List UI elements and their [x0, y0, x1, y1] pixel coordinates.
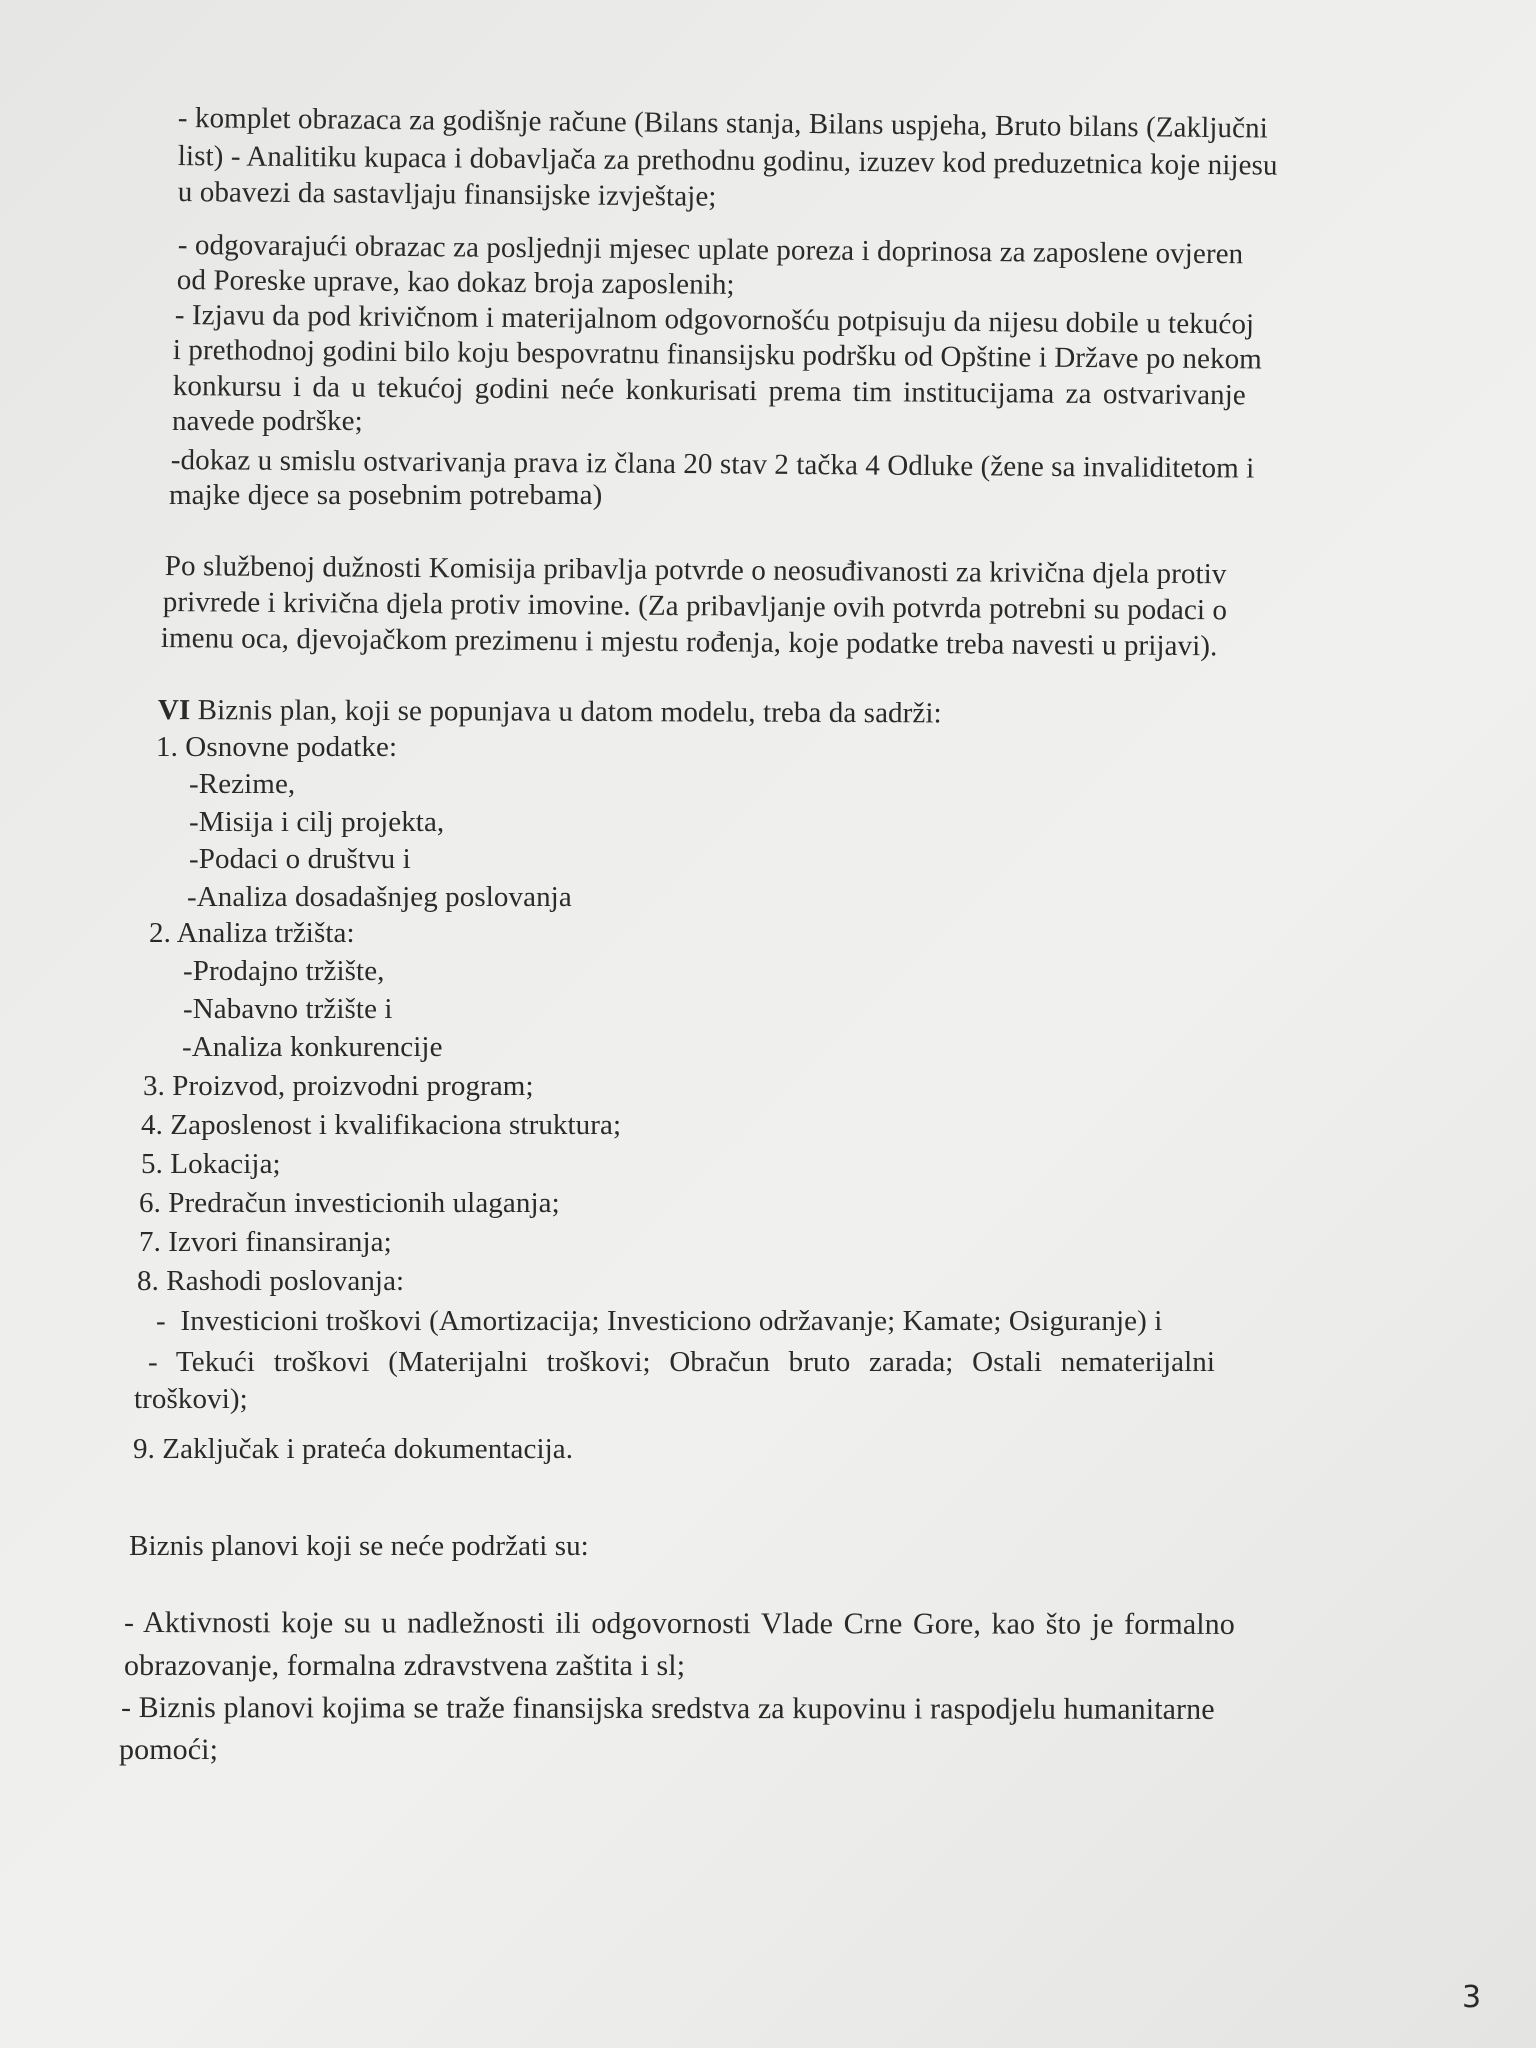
list-subitem: - Tekući troškovi (Materijalni troškovi; Obračun bruto zarada; Ostali nematerijalni [148, 1346, 1216, 1378]
requirement-line: majke djece sa posebnim potrebama) [169, 479, 603, 511]
requirement-line: - komplet obrazaca za godišnje račune (Bilans stanja, Bilans uspjeha, Bruto bilans (Zaključni [177, 101, 1268, 145]
unsupported-line: pomoći; [119, 1733, 219, 1766]
list-item: 4. Zaposlenost i kvalifikaciona struktura; [141, 1109, 622, 1141]
list-item: 9. Zaključak i prateća dokumentacija. [133, 1433, 574, 1465]
requirement-line: - odgovarajući obrazac za posljednji mjesec uplate poreza i doprinosa za zaposlene ovjeren [177, 228, 1244, 271]
unsupported-line: - Aktivnosti koje su u nadležnosti ili odgovornosti Vlade Crne Gore, kao što je formalno [123, 1606, 1235, 1641]
list-subitem: -Analiza dosadašnjeg poslovanja [187, 881, 572, 913]
list-subitem: -Nabavno tržište i [183, 993, 393, 1025]
list-item: 3. Proizvod, proizvodni program; [143, 1070, 534, 1102]
list-subitem: -Prodajno tržište, [183, 955, 385, 987]
requirement-line: od Poreske uprave, kao dokaz broja zaposlenih; [176, 263, 735, 301]
unsupported-line: obrazovanje, formalna zdravstvena zaštita i sl; [124, 1649, 686, 1682]
requirement-line: list) - Analitiku kupaca i dobavljača za prethodnu godinu, izuzev kod preduzetnica koje nijesu [177, 139, 1278, 182]
business-plan-heading [158, 692, 942, 731]
list-subitem: -Misija i cilj projekta, [189, 806, 445, 838]
unsupported-line: - Biznis planovi kojima se traže finansijska sredstva za kupovinu i raspodjelu humanitarne [120, 1691, 1215, 1726]
requirement-line: - Izjavu da pod krivičnom i materijalnom odgovornošću potpisuju da nijesu dobile u tekućoj [174, 298, 1255, 341]
list-subitem: -Rezime, [189, 768, 296, 800]
commission-line: privrede i krivična djela protiv imovine. (Za pribavljanje ovih potvrda potrebni su podaci o [162, 585, 1228, 627]
requirement-line: konkursu i da u tekućoj godini neće konkurisati prema tim institucijama za ostvarivanje [172, 369, 1246, 412]
requirement-line: navede podrške; [172, 405, 363, 437]
commission-line: imenu oca, djevojačkom prezimenu i mjestu rođenja, koje podatke treba navesti u prijavi). [160, 621, 1218, 663]
list-subitem: -Podaci o društvu i [189, 843, 411, 875]
requirement-line: i prethodnoj godini bilo koju bespovratnu finansijsku podršku od Opštine i Države po nekom [172, 333, 1263, 376]
list-subitem: -Analiza konkurencije [182, 1031, 443, 1063]
section-heading-text: Biznis plan, koji se popunjava u datom modelu, treba da sadrži: [190, 694, 942, 730]
unsupported-heading: Biznis planovi koji se neće podržati su: [129, 1530, 589, 1562]
list-item: 2. Analiza tržišta: [149, 917, 355, 949]
list-item: 1. Osnovne podatke: [156, 731, 398, 763]
requirement-line: -dokaz u smislu ostvarivanja prava iz člana 20 stav 2 tačka 4 Odluke (žene sa invaliditetom i [170, 443, 1255, 485]
requirement-line: u obavezi da sastavljaju finansijske izvještaje; [177, 175, 717, 213]
list-subitem: - Investicioni troškovi (Amortizacija; Investiciono održavanje; Kamate; Osiguranje) i [156, 1305, 1163, 1337]
list-subitem: troškovi); [134, 1383, 248, 1415]
commission-line: Po službenoj dužnosti Komisija pribavlja potvrde o neosuđivanosti za krivična djela protiv [164, 549, 1227, 591]
list-item: 5. Lokacija; [141, 1148, 281, 1180]
section-numeral: VI [157, 694, 191, 727]
list-item: 8. Rashodi poslovanja: [137, 1265, 405, 1297]
page-number: 3 [1462, 1980, 1482, 2015]
list-item: 7. Izvori finansiranja; [139, 1226, 392, 1258]
list-item: 6. Predračun investicionih ulaganja; [139, 1187, 560, 1219]
